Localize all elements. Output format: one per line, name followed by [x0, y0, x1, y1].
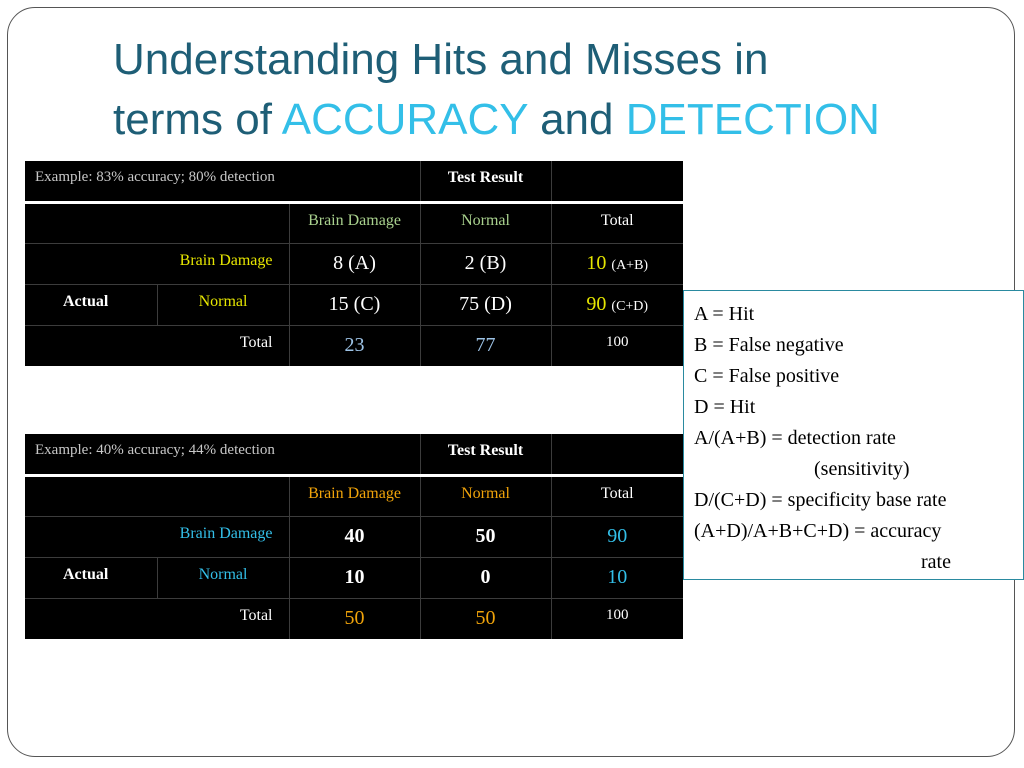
legend-line: rate — [921, 551, 951, 573]
row-total-cd-suffix: (C+D) — [611, 299, 649, 314]
row-total-ab-value: 10 — [586, 252, 607, 274]
legend-line: D/(C+D) = specificity base rate — [694, 489, 947, 511]
title-accent-detection: DETECTION — [625, 95, 880, 144]
col-total-normal: 50 — [420, 598, 551, 639]
col-header-brain-damage: Brain Damage — [289, 202, 420, 243]
col-total-normal: 77 — [420, 325, 551, 366]
cell-b: 50 — [420, 516, 551, 557]
test-result-header: Test Result — [420, 434, 551, 475]
empty-cell — [551, 161, 683, 202]
table-row — [25, 475, 683, 516]
table-row — [25, 598, 683, 639]
row-label-total: Total — [25, 598, 289, 639]
slide-title — [113, 30, 880, 150]
title-middle: and — [527, 95, 626, 144]
actual-label: Actual — [25, 284, 157, 325]
legend-line: C = False positive — [694, 365, 840, 387]
table-row — [25, 325, 683, 366]
table-row — [25, 161, 683, 202]
legend-line: (sensitivity) — [814, 458, 910, 480]
cell-b: 2 (B) — [420, 243, 551, 284]
row-total-ab: 90 — [551, 516, 683, 557]
col-total-brain-damage: 23 — [289, 325, 420, 366]
cell-d: 75 (D) — [420, 284, 551, 325]
contingency-table-2 — [25, 434, 683, 639]
table-row — [25, 243, 683, 284]
empty-cell — [25, 475, 289, 516]
example-label: Example: 83% accuracy; 80% detection — [25, 161, 420, 202]
col-header-brain-damage: Brain Damage — [289, 475, 420, 516]
col-header-normal: Normal — [420, 475, 551, 516]
legend-line: A = Hit — [694, 303, 755, 325]
row-total-ab — [551, 243, 683, 284]
col-header-total: Total — [551, 475, 683, 516]
legend-line: A/(A+B) = detection rate — [694, 427, 896, 449]
test-result-header: Test Result — [420, 161, 551, 202]
cell-d: 0 — [420, 557, 551, 598]
legend-box — [683, 290, 1024, 580]
table-row — [25, 202, 683, 243]
actual-label: Actual — [25, 557, 157, 598]
cell-c: 15 (C) — [289, 284, 420, 325]
row-total-cd-value: 90 — [586, 293, 607, 315]
row-label-brain-damage: Brain Damage — [25, 243, 289, 284]
empty-cell — [25, 202, 289, 243]
cell-a: 40 — [289, 516, 420, 557]
row-total-ab-suffix: (A+B) — [611, 258, 649, 273]
empty-cell — [551, 434, 683, 475]
row-total-cd: 10 — [551, 557, 683, 598]
title-line2-prefix: terms of — [113, 95, 282, 144]
col-header-normal: Normal — [420, 202, 551, 243]
cell-c: 10 — [289, 557, 420, 598]
row-label-normal: Normal — [157, 284, 289, 325]
col-header-total: Total — [551, 202, 683, 243]
legend-line: B = False negative — [694, 334, 844, 356]
row-label-brain-damage: Brain Damage — [25, 516, 289, 557]
col-total-brain-damage: 50 — [289, 598, 420, 639]
grand-total: 100 — [606, 333, 629, 350]
contingency-table-1 — [25, 161, 683, 366]
example-label: Example: 40% accuracy; 44% detection — [25, 434, 420, 475]
legend-line: D = Hit — [694, 396, 756, 418]
grand-total: 100 — [606, 606, 629, 623]
table-row — [25, 434, 683, 475]
row-label-normal: Normal — [157, 557, 289, 598]
table-row — [25, 284, 683, 325]
cell-a: 8 (A) — [289, 243, 420, 284]
title-line1: Understanding Hits and Misses in — [113, 35, 769, 84]
table-row — [25, 557, 683, 598]
table-row — [25, 516, 683, 557]
legend-line: (A+D)/A+B+C+D) = accuracy — [694, 520, 942, 542]
row-total-cd — [551, 284, 683, 325]
title-accent-accuracy: ACCURACY — [281, 95, 528, 144]
row-label-total: Total — [25, 325, 289, 366]
